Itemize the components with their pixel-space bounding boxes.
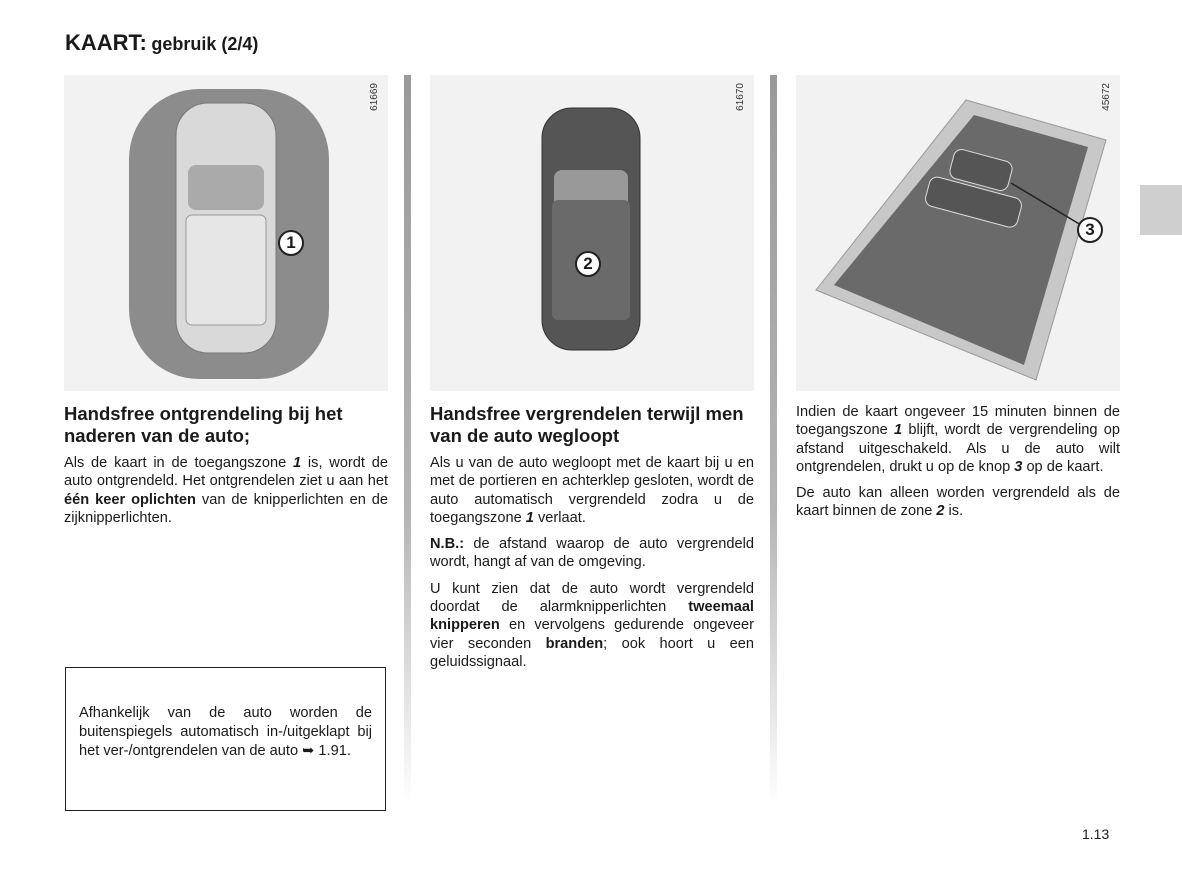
- text: Als u van de auto wegloopt met de kaart bij u en met de portieren en achterklep gesloten, wordt de auto automatisch vergrendeld zodra u de toegangszone: [430, 455, 754, 526]
- car-access-zone-illustration: [64, 75, 388, 391]
- figure-car-zone-2: [430, 75, 754, 391]
- note-text: Afhankelijk van de auto worden de buitenspiegels automatisch in-/uitgeklapt bij het ver-/ontgrendelen van de auto: [79, 705, 372, 759]
- section-heading: Handsfree ontgrendeling bij het naderen van de auto;: [64, 403, 343, 446]
- column-divider: [770, 75, 777, 805]
- zone-ref: 1: [292, 455, 302, 471]
- text: De auto kan alleen worden vergrendeld als de kaart binnen de zone: [796, 485, 1120, 520]
- figure-number: 61670: [735, 83, 746, 111]
- paragraph: [430, 454, 754, 527]
- text: de afstand waarop de auto vergrendeld wordt, hangt af van de omgeving.: [430, 536, 754, 571]
- title-main: KAART:: [65, 30, 147, 55]
- callout-1: 1: [278, 230, 304, 256]
- text: blijft, wordt de vergrendeling op afstand uitgeschakeld. Als u de auto wilt ontgrendelen, drukt u op de knop: [796, 422, 1120, 475]
- paragraph: [64, 454, 388, 527]
- text: op de kaart.: [1022, 458, 1104, 475]
- callout-3: 3: [1077, 217, 1103, 243]
- paragraph: [430, 535, 754, 572]
- button-ref: 3: [1014, 458, 1023, 475]
- text: Indien de kaart ongeveer 15 minuten binnen de toegangszone: [796, 404, 1120, 439]
- figure-key-card: [796, 75, 1120, 391]
- bold-text: tweemaal knipperen: [430, 599, 754, 634]
- callout-2: 2: [575, 251, 601, 277]
- text: is.: [944, 503, 964, 520]
- column-divider: [404, 75, 411, 805]
- zone-ref: 1: [893, 422, 903, 439]
- text: U kunt zien dat de auto wordt vergrendeld doordat de alarmknipperlichten: [430, 580, 754, 616]
- column-1: [64, 403, 388, 535]
- figure-number: 61669: [369, 83, 380, 111]
- column-2: [430, 403, 754, 679]
- text: is, wordt de auto ontgrendeld. Het ontgrendelen ziet u aan het: [64, 455, 388, 490]
- figure-number: 45672: [1101, 83, 1112, 111]
- bold-text: branden: [545, 635, 604, 652]
- title-sub: gebruik (2/4): [151, 34, 259, 54]
- text: ; ook hoort u een geluidssignaal.: [430, 635, 754, 670]
- page-reference[interactable]: 1.91.: [314, 743, 351, 759]
- car-lock-illustration: [430, 75, 754, 391]
- bold-text: één keer oplichten: [64, 491, 196, 508]
- text: verlaat.: [533, 509, 586, 526]
- section-heading: Handsfree vergrendelen terwijl men van de auto wegloopt: [430, 403, 744, 446]
- paragraph: [796, 484, 1120, 521]
- text: van de knipperlichten en de zijknipperlichten.: [64, 491, 388, 526]
- paragraph: [796, 403, 1120, 476]
- chapter-thumb-tab: [1140, 185, 1182, 235]
- figure-car-zone-1: [64, 75, 388, 391]
- text: en vervolgens gedurende ongeveer vier seconden: [430, 617, 754, 652]
- note-box: [65, 667, 386, 811]
- zone-ref: 1: [525, 509, 534, 526]
- key-card-illustration: [796, 75, 1120, 391]
- paragraph: [430, 580, 754, 671]
- nb-label: N.B.:: [430, 536, 465, 553]
- arrow-reference-icon: ➥: [302, 743, 315, 759]
- text: Als de kaart in de toegangszone: [64, 455, 293, 471]
- zone-ref: 2: [936, 503, 945, 520]
- page-number: 1.13: [1082, 826, 1110, 842]
- page-title: [65, 30, 258, 56]
- column-3: [796, 403, 1120, 529]
